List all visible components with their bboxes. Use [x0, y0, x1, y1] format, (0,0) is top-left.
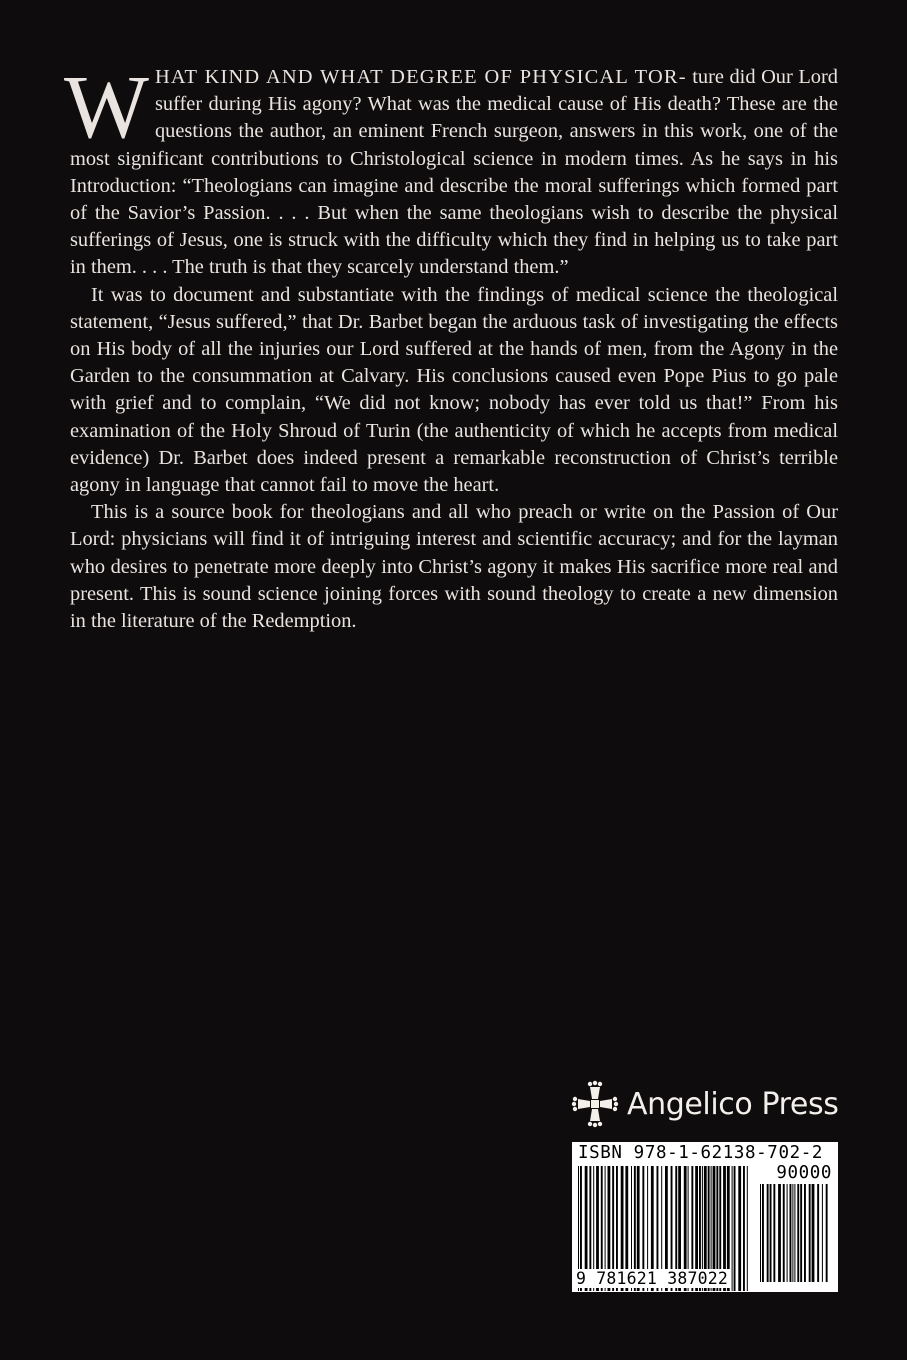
blurb-paragraph-1-rest: ture did Our Lord suffer during His agony? What was the medical cause of His death? These are the questions the author, an eminent French surgeon, answers in this work, one of the most significant contributions to Christological science in modern times. As he says in his Introduction: “Theologians can imagine and describe the moral sufferings which formed part of the Savior’s Passion. . . . But when the same theologians wish to describe the physical sufferings of Jesus, one is struck with the difficulty which they find in helping us to take part in them. . . . The truth is that they scarcely understand them.”: [70, 66, 838, 279]
addon-barcode-bars: [758, 1184, 832, 1282]
barcode-bar: [738, 1166, 741, 1291]
barcode-bar: [760, 1184, 761, 1282]
barcode-bar: [762, 1184, 764, 1282]
barcode-bar: [797, 1184, 799, 1282]
barcode-bar: [804, 1184, 806, 1282]
barcode-bar: [822, 1184, 823, 1282]
barcode-bar: [778, 1184, 781, 1282]
barcode-bar: [826, 1184, 828, 1282]
barcode-bar: [732, 1166, 733, 1291]
isbn-barcode: [572, 1142, 838, 1292]
blurb-text: [64, 58, 838, 635]
price-addon-code: 90000: [776, 1163, 832, 1183]
barcode-bar: [770, 1184, 772, 1282]
barcode-bar: [817, 1184, 819, 1282]
publisher-imprint: [571, 1076, 841, 1132]
barcode-bar: [783, 1184, 785, 1282]
barcode-bar: [812, 1184, 815, 1282]
isbn-number: ISBN 978-1-62138-702-2: [578, 1143, 823, 1163]
barcode-bar: [790, 1184, 792, 1282]
blurb-paragraph-2: It was to document and substantiate with the findings of medical science the theological statement, “Jesus suffered,” that Dr. Barbet began the arduous task of investigating the effects on His body of all the injuries our Lord suffered at the hands of men, from the Agony in the Garden to the consummation at Calvary. His conclusions caused even Pope Pius to go pale with grief and to complain, “We did not know; nobody has ever told us that!” From his examination of the Holy Shroud of Turin (the authenticity of which he accepts from medical evidence) Dr. Barbet does indeed present a remarkable reconstruction of Christ’s terrible agony in language that cannot fail to move the heart.: [70, 283, 838, 497]
occitan-cross-icon: [571, 1080, 619, 1128]
barcode-bar: [794, 1184, 795, 1282]
barcode-bar: [787, 1184, 788, 1282]
publisher-name: Angelico Press: [627, 1086, 839, 1122]
barcode-bar: [743, 1166, 745, 1291]
barcode-bar: [747, 1166, 748, 1291]
barcode-bar: [773, 1184, 775, 1282]
ean-digits: 9 781621 387022: [576, 1269, 729, 1288]
barcode-bar: [734, 1166, 736, 1291]
blurb-paragraph-1: [64, 58, 838, 282]
barcode-bar: [792, 1184, 793, 1282]
drop-cap: W: [64, 58, 149, 157]
barcode-bar: [800, 1184, 802, 1282]
barcode-bar: [767, 1184, 769, 1282]
barcode-bar: [809, 1184, 811, 1282]
lead-in-smallcaps: HAT KIND AND WHAT DEGREE OF PHYSICAL TOR-: [154, 66, 687, 88]
blurb-paragraph-3: This is a source book for theologians and all who preach or write on the Passion of Our Lord: physicians will find it of intriguing interest and scientific accuracy; and for the layman who desires to penetrate more deeply into Christ’s agony it makes His sacrifice more real and present. This is sound science joining forces with sound theology to create a new dimension in the literature of the Redemption.: [70, 501, 838, 633]
